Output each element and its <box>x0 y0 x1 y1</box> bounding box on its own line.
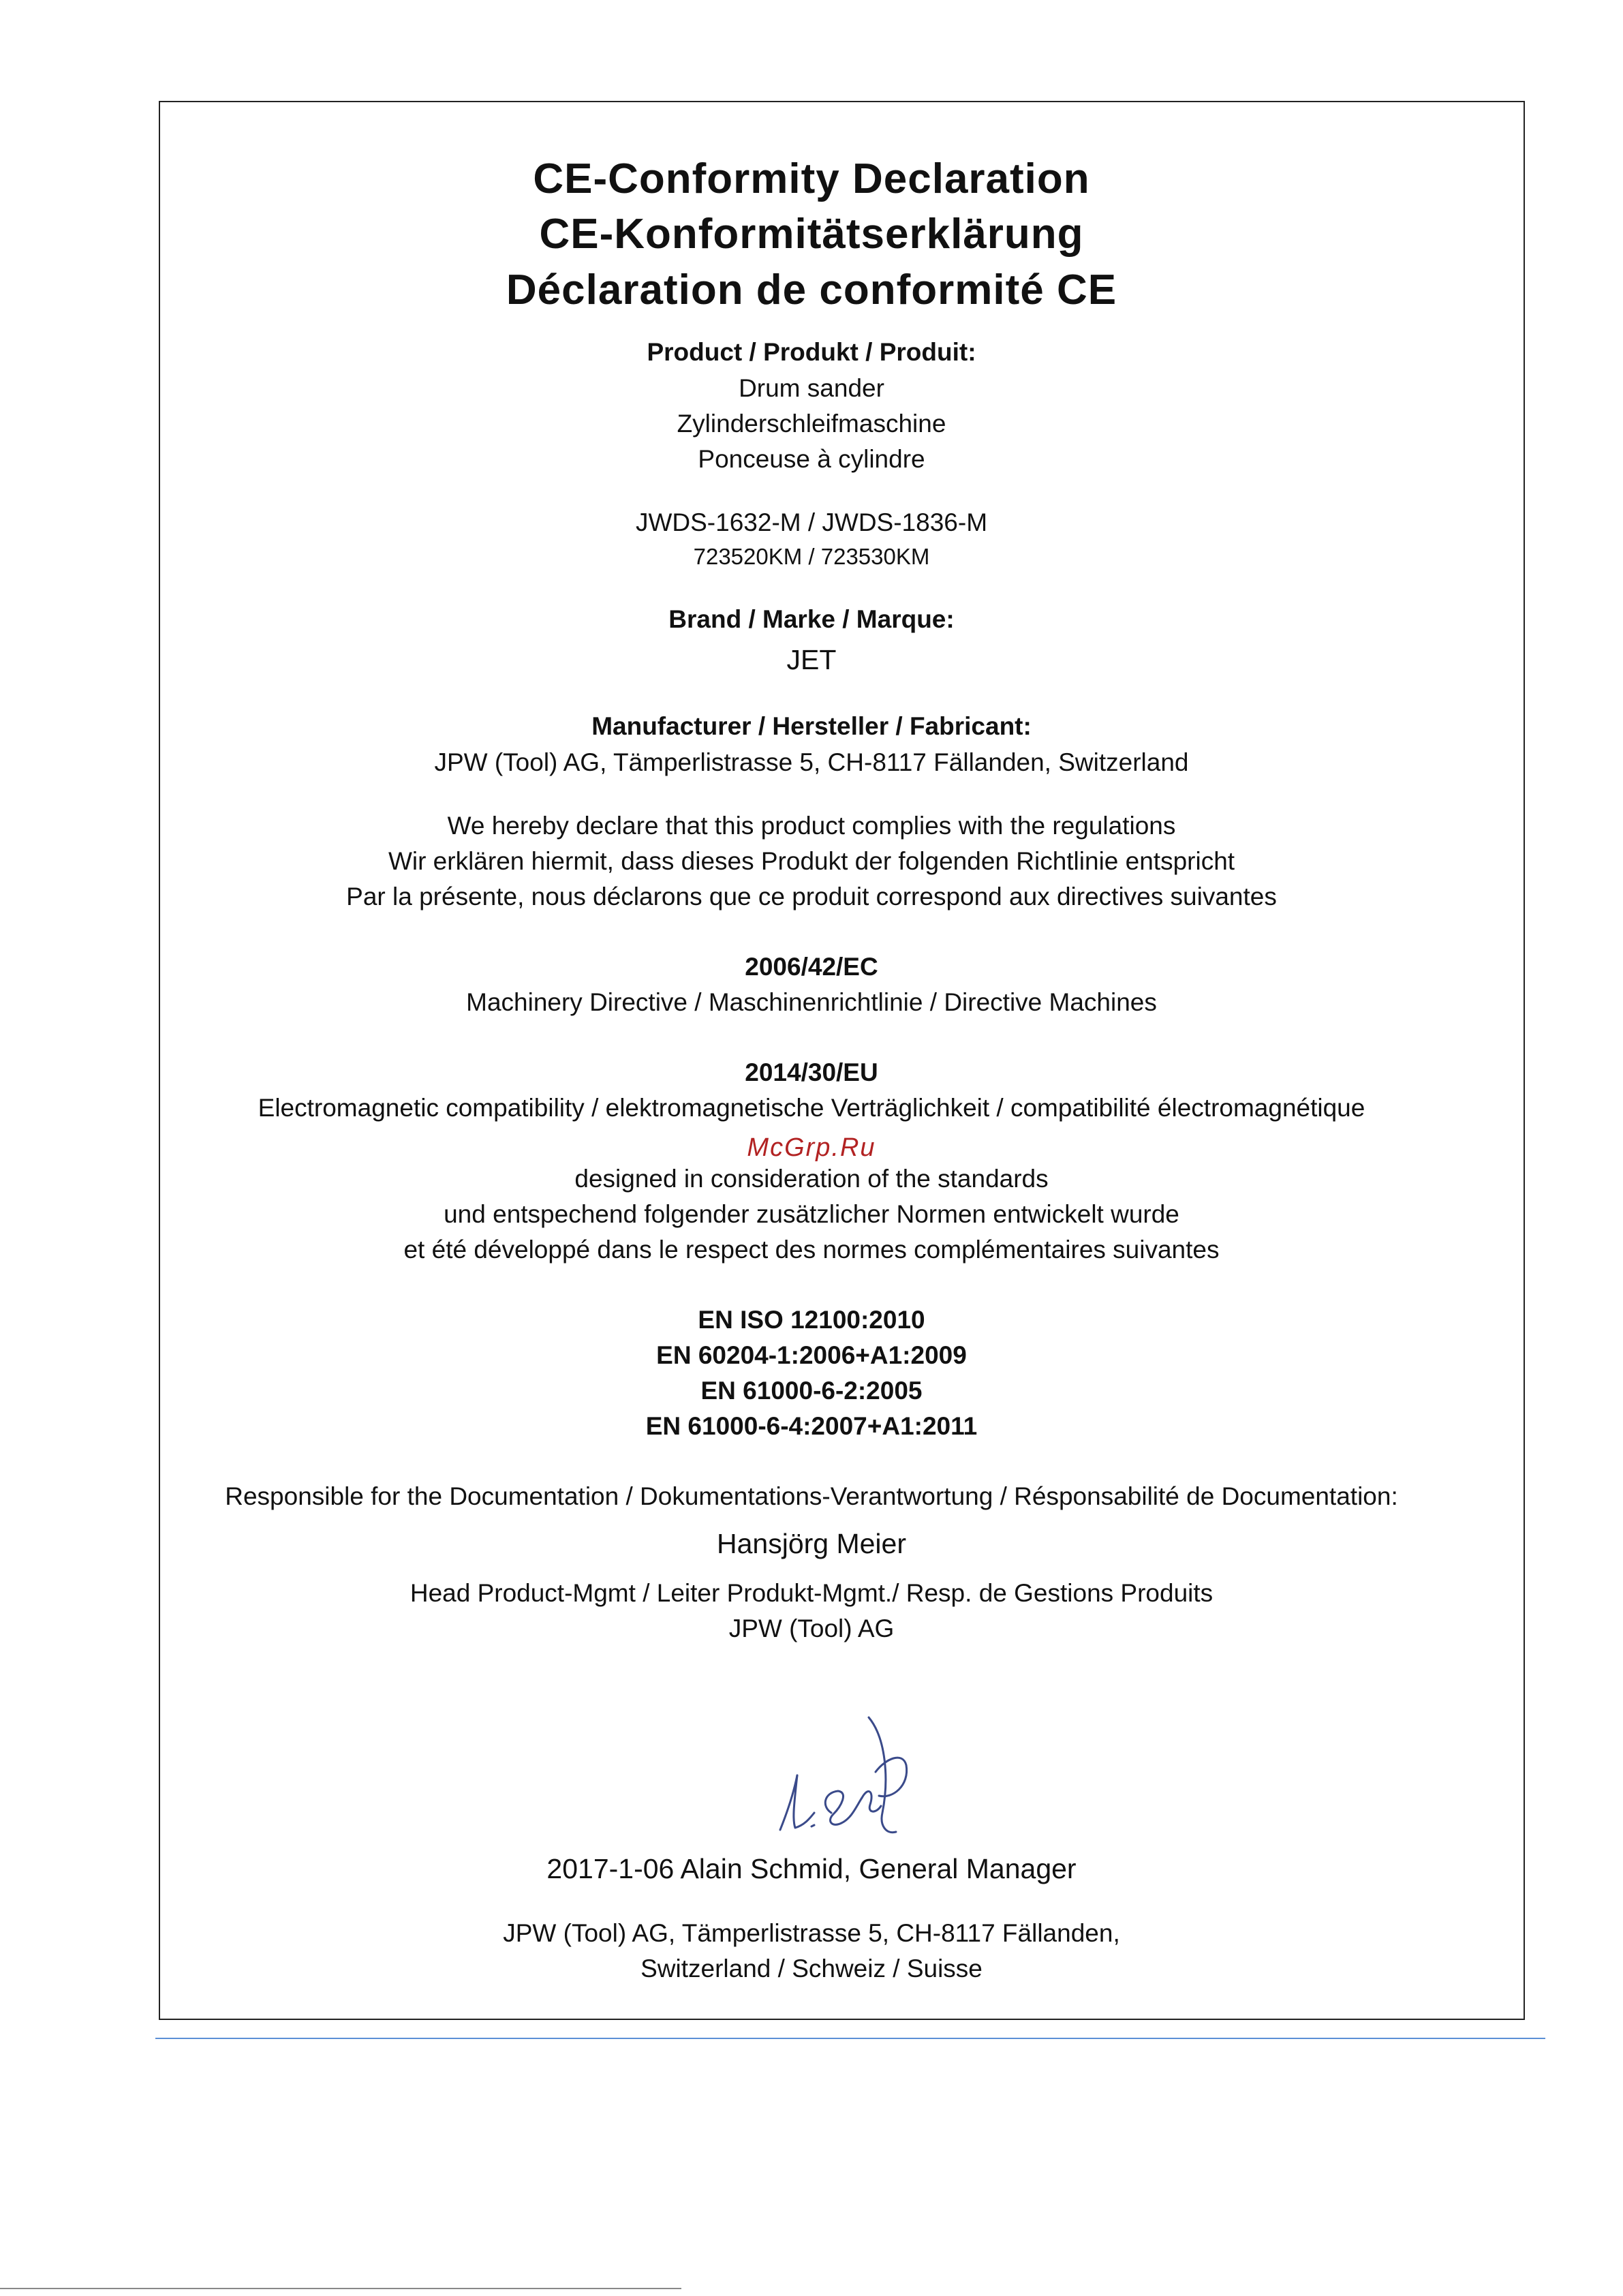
title-en: CE-Conformity Declaration <box>533 155 1090 202</box>
signature-image <box>767 1711 923 1840</box>
documentation-label: Responsible for the Documentation / Dokumentations-Verantwortung / Résponsabilité de Documentation: <box>225 1482 1398 1510</box>
footer-address-line-1: JPW (Tool) AG, Tämperlistrasse 5, CH-8117 Fällanden, <box>503 1919 1120 1947</box>
bottom-divider <box>0 2288 681 2289</box>
standard-4: EN 61000-6-4:2007+A1:2011 <box>645 1412 978 1440</box>
directive-1-text: Machinery Directive / Maschinenrichtlinie / Directive Machines <box>466 988 1157 1016</box>
standards-intro-de: und entspechend folgender zusätzlicher Normen entwickelt wurde <box>444 1200 1179 1228</box>
brand-value: JET <box>786 644 837 675</box>
standard-2: EN 60204-1:2006+A1:2009 <box>656 1341 967 1369</box>
documentation-role: Head Product-Mgmt / Leiter Produkt-Mgmt./ Resp. de Gestions Produits <box>409 1579 1214 1607</box>
product-name-fr: Ponceuse à cylindre <box>698 445 925 473</box>
title-de: CE-Konformitätserklärung <box>539 211 1084 258</box>
declaration-fr: Par la présente, nous déclarons que ce produit correspond aux directives suivantes <box>346 883 1277 910</box>
title-fr: Déclaration de conformité CE <box>506 266 1117 313</box>
standards-intro-en: designed in consideration of the standards <box>574 1165 1049 1193</box>
declaration-de: Wir erklären hiermit, dass dieses Produkt der folgenden Richtlinie entspricht <box>388 847 1235 875</box>
product-name-en: Drum sander <box>739 374 884 402</box>
manufacturer-address: JPW (Tool) AG, Tämperlistrasse 5, CH-8117 Fällanden, Switzerland <box>434 748 1189 776</box>
page-divider <box>155 2038 1545 2039</box>
watermark: McGrp.Ru <box>747 1133 876 1162</box>
product-article-numbers: 723520KM / 723530KM <box>693 544 930 569</box>
signoff: 2017-1-06 Alain Schmid, General Manager <box>546 1853 1077 1884</box>
standard-1: EN ISO 12100:2010 <box>698 1306 925 1334</box>
directive-2-text: Electromagnetic compatibility / elektromagnetische Verträglichkeit / compatibilité électromagnétique <box>258 1094 1365 1122</box>
standards-intro-fr: et été développé dans le respect des normes complémentaires suivantes <box>403 1236 1220 1264</box>
footer-address-line-2: Switzerland / Schweiz / Suisse <box>640 1955 983 1983</box>
manufacturer-label: Manufacturer / Hersteller / Fabricant: <box>591 712 1032 740</box>
directive-2-code: 2014/30/EU <box>745 1058 878 1086</box>
standard-3: EN 61000-6-2:2005 <box>700 1377 923 1405</box>
directive-1-code: 2006/42/EC <box>745 953 878 981</box>
declaration-en: We hereby declare that this product complies with the regulations <box>447 812 1176 840</box>
product-name-de: Zylinderschleifmaschine <box>677 410 946 438</box>
documentation-name: Hansjörg Meier <box>717 1528 906 1559</box>
product-label: Product / Produkt / Produit: <box>647 338 976 366</box>
product-models: JWDS-1632-M / JWDS-1836-M <box>635 508 988 536</box>
documentation-company: JPW (Tool) AG <box>728 1614 895 1642</box>
brand-label: Brand / Marke / Marque: <box>668 605 955 633</box>
